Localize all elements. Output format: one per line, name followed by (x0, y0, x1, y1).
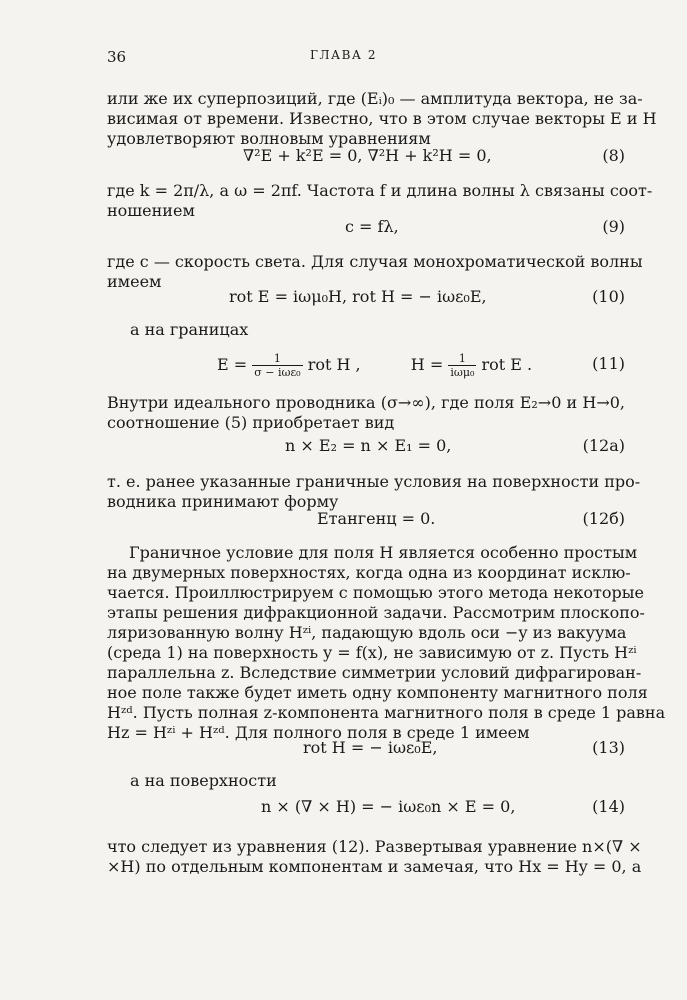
text-line: а на поверхности (130, 771, 277, 790)
text-line: имеем (107, 272, 162, 291)
equation-13 (107, 738, 625, 766)
eq11-right-rhs: rot E . (481, 355, 533, 374)
fraction-denominator: σ − iωε₀ (254, 366, 301, 379)
text-line: т. е. ранее указанные граничные условия на поверхности про- (107, 472, 641, 491)
paragraph-7 (107, 543, 666, 743)
eq11-left-fraction (252, 352, 302, 379)
paragraph-9 (107, 837, 642, 877)
text-line: где k = 2π/λ, а ω = 2πf. Частота f и длина волны λ связаны соот- (107, 181, 653, 200)
text-line: ное поле также будет иметь одну компоненту магнитного поля (107, 683, 648, 702)
text-line: удовлетворяют волновым уравнениям (107, 129, 431, 148)
equation-body: n × E₂ = n × E₁ = 0, (285, 436, 452, 455)
equation-number: (10) (592, 287, 625, 306)
chapter-title: ГЛАВА 2 (310, 48, 377, 62)
equation-number: (13) (592, 738, 625, 757)
paragraph-6 (107, 472, 641, 512)
paragraph-5 (107, 393, 625, 433)
text-line: а на границах (130, 320, 249, 339)
equation-body: rot H = − iωε₀E, (303, 738, 438, 757)
text-line: Граничное условие для поля H является особенно простым (129, 543, 638, 562)
equation-8 (107, 146, 625, 174)
equation-number: (8) (602, 146, 625, 165)
equation-body (217, 352, 532, 379)
text-line: или же их суперпозиций, где (Eᵢ)₀ — амплитуда вектора, не за- (107, 89, 643, 108)
equation-number: (12а) (582, 436, 625, 455)
paragraph-2 (107, 181, 653, 221)
equation-number: (9) (602, 217, 625, 236)
equation-body: n × (∇ × H) = − iωε₀n × E = 0, (261, 797, 516, 816)
equation-body: c = fλ, (345, 217, 399, 236)
eq11-right-fraction (448, 352, 476, 379)
paragraph-8 (130, 771, 625, 791)
fraction-denominator: iωμ₀ (450, 366, 475, 379)
eq11-left-rhs: rot H , (307, 355, 361, 374)
text-line: чается. Проиллюстрируем с помощью этого метода некоторые (107, 583, 644, 602)
equation-number: (12б) (582, 509, 625, 528)
text-line: водника принимают форму (107, 492, 339, 511)
paragraph-4 (130, 320, 625, 340)
equation-9 (107, 217, 625, 245)
eq11-left-lhs: E = (217, 355, 248, 374)
equation-body: rot E = iωμ₀H, rot H = − iωε₀E, (229, 287, 487, 306)
page-number: 36 (107, 48, 127, 66)
text-line: висимая от времени. Известно, что в этом случае векторы E и H (107, 109, 657, 128)
equation-14 (107, 797, 625, 825)
equation-body: ∇²E + k²E = 0, ∇²H + k²H = 0, (243, 146, 492, 165)
text-line: Hz = Hᶻⁱ + Hᶻᵈ. Для полного поля в среде 1 имеем (107, 723, 530, 742)
eq11-right-lhs: H = (410, 355, 444, 374)
equation-body: Eтангенц = 0. (317, 509, 436, 528)
equation-10 (107, 287, 625, 315)
text-line: что следует из уравнения (12). Развертывая уравнение n×(∇ × (107, 837, 642, 856)
text-line: (среда 1) на поверхность y = f(x), не зависимую от z. Пусть Hᶻⁱ (107, 643, 637, 662)
fraction-numerator: 1 (448, 352, 476, 366)
text-line: этапы решения дифракционной задачи. Рассмотрим плоскопо- (107, 603, 645, 622)
equation-12a (107, 436, 625, 464)
text-line: на двумерных поверхностях, когда одна из координат исклю- (107, 563, 631, 582)
paragraph-3 (107, 252, 643, 292)
equation-number: (14) (592, 797, 625, 816)
text-line: Hᶻᵈ. Пусть полная z-компонента магнитного поля в среде 1 равна (107, 703, 666, 722)
fraction-numerator: 1 (252, 352, 302, 366)
equation-number: (11) (592, 354, 625, 373)
text-line: ношением (107, 201, 195, 220)
text-line: Внутри идеального проводника (σ→∞), где поля E₂→0 и H→0, (107, 393, 625, 412)
text-line: где c — скорость света. Для случая монохроматической волны (107, 252, 643, 271)
text-line: соотношение (5) приобретает вид (107, 413, 395, 432)
paragraph-1 (107, 89, 657, 149)
text-line: ×H) по отдельным компонентам и замечая, что Hx = Hy = 0, а (107, 857, 642, 876)
equation-11 (107, 346, 625, 384)
equation-12b (107, 509, 625, 537)
text-line: ляризованную волну Hᶻⁱ, падающую вдоль оси −y из вакуума (107, 623, 627, 642)
text-line: параллельна z. Вследствие симметрии условий дифрагирован- (107, 663, 642, 682)
